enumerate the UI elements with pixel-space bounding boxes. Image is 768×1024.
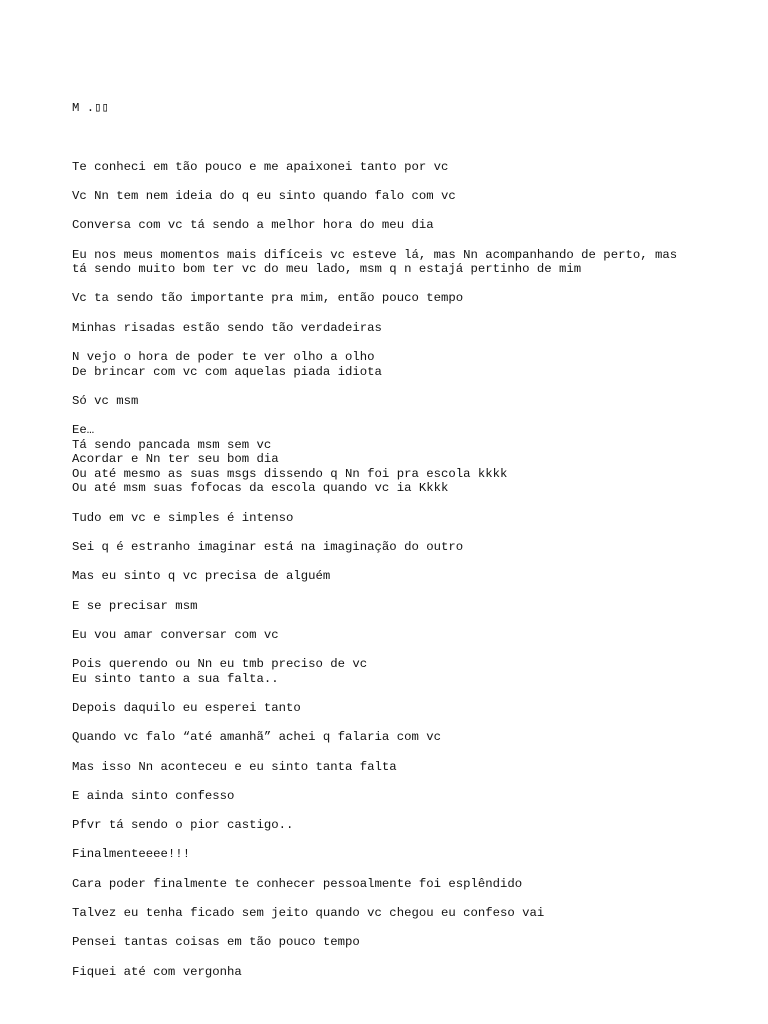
paragraph-line: Eu vou amar conversar com vc (72, 627, 279, 642)
paragraph-line: Eu sinto tanto a sua falta.. (72, 671, 279, 686)
paragraph-line: tá sendo muito bom ter vc do meu lado, msm q n estajá pertinho de mim (72, 262, 582, 277)
paragraph-line: Depois daquilo eu esperei tanto (72, 701, 301, 716)
paragraph (72, 248, 728, 277)
paragraph (72, 818, 728, 833)
paragraph (72, 730, 728, 745)
paragraph-line: Te conheci em tão pouco e me apaixonei tanto por vc (72, 159, 449, 174)
paragraph (72, 540, 728, 555)
paragraph (72, 350, 728, 379)
paragraph-line: Quando vc falo “até amanhã” achei q falaria com vc (72, 730, 441, 745)
paragraph-line: Vc Nn tem nem ideia do q eu sinto quando falo com vc (72, 188, 456, 203)
paragraph (72, 423, 728, 496)
paragraph (72, 847, 728, 862)
paragraph-line: Eu nos meus momentos mais difíceis vc esteve lá, mas Nn acompanhando de perto, mas (72, 247, 678, 262)
paragraph-line: Mas isso Nn aconteceu e eu sinto tanta falta (72, 759, 397, 774)
paragraph-line: Sei q é estranho imaginar está na imaginação do outro (72, 540, 464, 555)
paragraph (72, 321, 728, 336)
heading-text: M .▯▯ (72, 101, 109, 116)
paragraph-line: De brincar com vc com aquelas piada idiota (72, 364, 382, 379)
paragraph-line: Ee… (72, 423, 95, 438)
paragraph (72, 906, 728, 921)
paragraph (72, 160, 728, 175)
paragraph-line: N vejo o hora de poder te ver olho a olho (72, 349, 375, 364)
paragraph-line: Fiquei até com vergonha (72, 964, 242, 979)
paragraph-line: Conversa com vc tá sendo a melhor hora do meu dia (72, 218, 434, 233)
paragraph-line: Só vc msm (72, 393, 139, 408)
paragraph (72, 657, 728, 686)
paragraph-line: Finalmenteeee!!! (72, 847, 191, 862)
paragraph-line: E ainda sinto confesso (72, 788, 235, 803)
paragraph-line: Ou até msm suas fofocas da escola quando vc ia Kkkk (72, 481, 449, 496)
document-heading (72, 72, 728, 145)
paragraph (72, 569, 728, 584)
paragraph (72, 291, 728, 306)
paragraph (72, 935, 728, 950)
paragraph-line: Tudo em vc e simples é intenso (72, 510, 294, 525)
paragraph-line: Mas eu sinto q vc precisa de alguém (72, 569, 331, 584)
paragraph (72, 701, 728, 716)
paragraph (72, 394, 728, 409)
document-body (72, 160, 728, 980)
paragraph (72, 218, 728, 233)
paragraph (72, 965, 728, 980)
paragraph-line: Minhas risadas estão sendo tão verdadeiras (72, 320, 382, 335)
paragraph-line: Pfvr tá sendo o pior castigo.. (72, 818, 294, 833)
paragraph-line: Pensei tantas coisas em tão pouco tempo (72, 935, 360, 950)
paragraph (72, 760, 728, 775)
paragraph-line: Ou até mesmo as suas msgs dissendo q Nn foi pra escola kkkk (72, 466, 508, 481)
paragraph (72, 628, 728, 643)
paragraph-line: Tá sendo pancada msm sem vc (72, 437, 272, 452)
paragraph-line: E se precisar msm (72, 598, 198, 613)
paragraph-line: Pois querendo ou Nn eu tmb preciso de vc (72, 657, 368, 672)
paragraph (72, 599, 728, 614)
paragraph (72, 189, 728, 204)
paragraph (72, 877, 728, 892)
paragraph-line: Vc ta sendo tão importante pra mim, então pouco tempo (72, 291, 464, 306)
paragraph-line: Cara poder finalmente te conhecer pessoalmente foi esplêndido (72, 876, 523, 891)
paragraph (72, 511, 728, 526)
paragraph (72, 789, 728, 804)
paragraph-line: Acordar e Nn ter seu bom dia (72, 452, 279, 467)
paragraph-line: Talvez eu tenha ficado sem jeito quando vc chegou eu confeso vai (72, 906, 545, 920)
